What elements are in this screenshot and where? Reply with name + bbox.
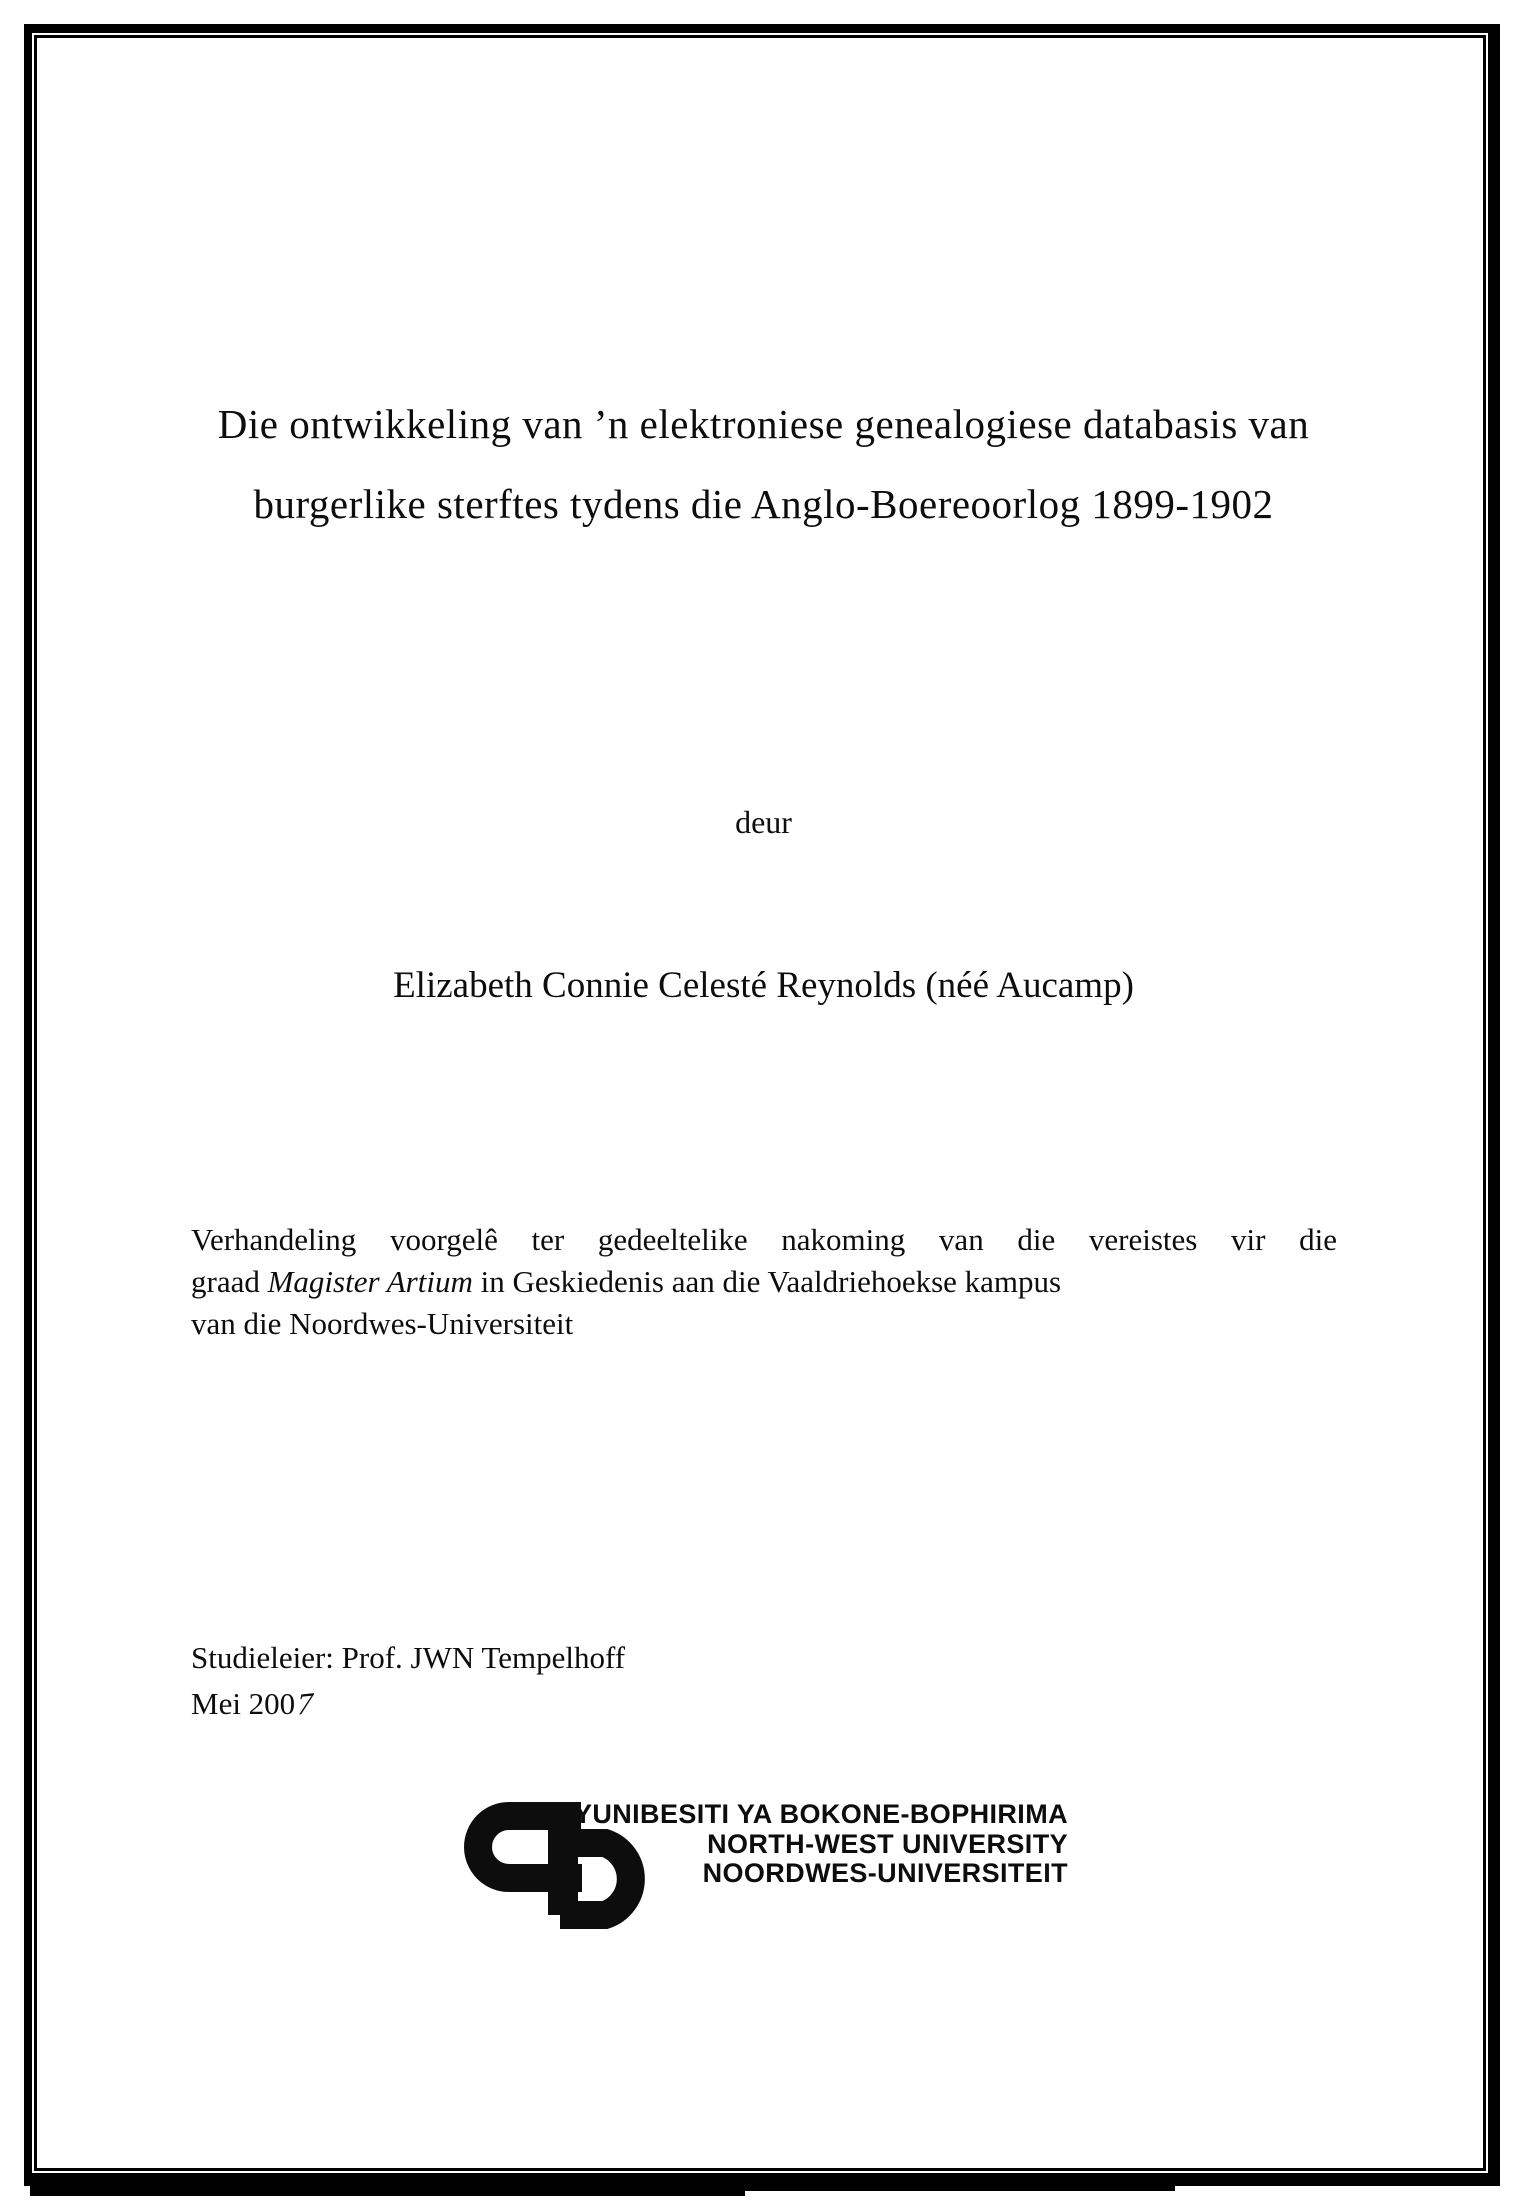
scan-artifact [745, 2185, 1175, 2191]
statement-line-3: van die Noordwes-Universiteit [191, 1306, 574, 1341]
supervisor-block [191, 1635, 625, 1727]
university-logo-text [574, 1800, 1068, 1889]
statement-line-2-suffix: in Geskiedenis aan die Vaaldriehoekse kampus [472, 1264, 1062, 1299]
thesis-title-line-1: Die ontwikkeling van ’n elektroniese genealogiese databasis van [217, 401, 1310, 447]
date-prefix: Mei 200 [191, 1686, 296, 1721]
logo-line-afrikaans: NOORDWES-UNIVERSITEIT [702, 1858, 1068, 1888]
supervisor-line: Studieleier: Prof. JWN Tempelhoff [191, 1640, 626, 1675]
thesis-statement [191, 1219, 1337, 1345]
scan-artifact [30, 2185, 745, 2196]
thesis-title-line-2: burgerlike sterftes tydens die Anglo-Boereoorlog 1899-1902 [253, 481, 1274, 527]
date-line [191, 1681, 625, 1727]
date-suffix-glyph: 7 [294, 1685, 317, 1722]
thesis-title [0, 384, 1527, 544]
byline-label: deur [735, 804, 792, 840]
statement-line-2 [191, 1261, 1337, 1303]
author-name: Elizabeth Connie Celesté Reynolds (néé Aucamp) [393, 965, 1134, 1006]
degree-name: Magister Artium [267, 1264, 473, 1299]
statement-line-2-prefix: graad [191, 1264, 268, 1299]
logo-line-setswana: YUNIBESITI YA BOKONE-BOPHIRIMA [573, 1799, 1068, 1829]
statement-line-1: Verhandeling voorgelê ter gedeeltelike nakoming van die vereistes vir die [191, 1222, 1337, 1257]
logo-line-english: NORTH-WEST UNIVERSITY [707, 1828, 1068, 1859]
